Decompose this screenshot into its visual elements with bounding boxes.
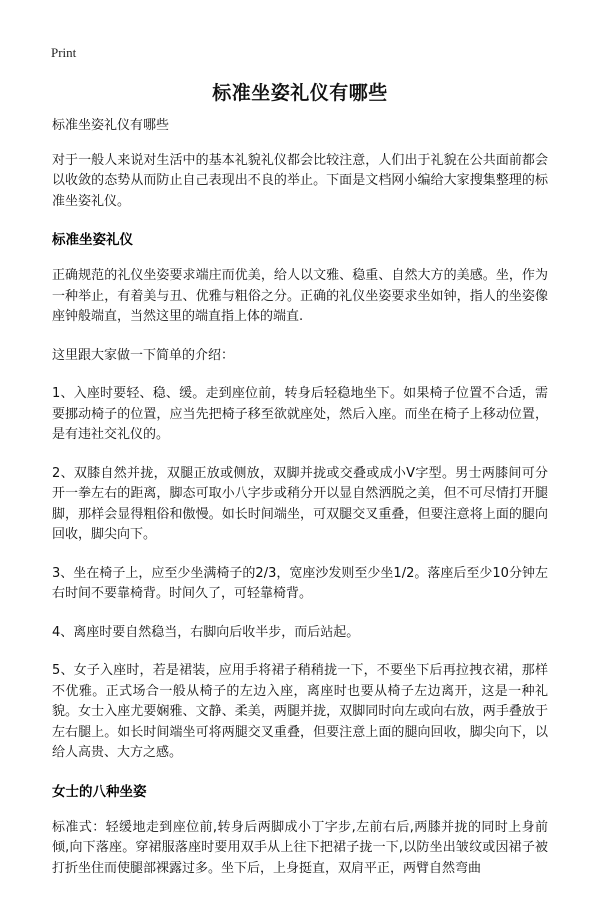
paragraph: 标准式：轻缓地走到座位前,转身后两脚成小丁字步,左前右后,两膝并拢的同时上身前倾,向下落座。穿裙服落座时要用双手从上往下把裙子拢一下,以防坐出皱纹或因裙子被打折坐住而使腿部裸露过多。坐下后，上身挺直，双肩平正，两臂自然弯曲	[52, 819, 548, 876]
list-item: 2、双膝自然并拢，双腿正放或侧放，双脚并拢或交叠或成小V字型。男士两膝间可分开一拳左右的距离，脚态可取小八字步或稍分开以显自然洒脱之美，但不可尽情打开腿脚，那样会显得粗俗和傲慢。如长时间端坐，可双腿交叉重叠，但要注意将上面的腿向回收，脚尖向下。	[52, 465, 548, 542]
list-item: 1、入座时要轻、稳、缓。走到座位前，转身后轻稳地坐下。如果椅子位置不合适，需要挪动椅子的位置，应当先把椅子移至欲就座处，然后入座。而坐在椅子上移动位置，是有违社交礼仪的。	[52, 386, 548, 442]
section-heading-standard-sitting: 标准坐姿礼仪	[52, 232, 133, 248]
list-item: 5、女子入座时，若是裙装，应用手将裙子稍稍拢一下，不要坐下后再拉拽衣裙，那样不优雅。正式场合一般从椅子的左边入座，离座时也要从椅子左边离开，这是一种礼貌。女士入座尤要娴雅、文静、柔美，两腿并拢，双脚同时向左或向右放，两手叠放于左右腿上。如长时间端坐可将两腿交叉重叠，但要注意上面的腿向回收，脚尖向下，以给人高贵、大方之感。	[52, 663, 548, 760]
article-subtitle: 标准坐姿礼仪有哪些	[52, 118, 170, 133]
paragraph: 正确规范的礼仪坐姿要求端庄而优美，给人以文雅、稳重、自然大方的美感。坐，作为一种举止，有着美与丑、优雅与粗俗之分。正确的礼仪坐姿要求坐如钟，指人的坐姿像座钟般端直，当然这里的端直指上体的端直.	[52, 268, 548, 324]
section-heading-women-sitting: 女士的八种坐姿	[52, 783, 147, 800]
article-body	[52, 116, 548, 897]
list-item: 4、离座时要自然稳当，右脚向后收半步，而后站起。	[52, 624, 360, 640]
print-link[interactable]: Print	[51, 45, 77, 60]
list-item: 3、坐在椅子上，应至少坐满椅子的2/3，宽座沙发则至少坐1/2。落座后至少10分钟左右时间不要靠椅背。时间久了，可轻靠椅背。	[52, 565, 548, 601]
intro-paragraph: 对于一般人来说对生活中的基本礼貌礼仪都会比较注意，人们出于礼貌在公共面前都会以收敛的态势从而防止自己表现出不良的举止。下面是文档网小编给大家搜集整理的标准坐姿礼仪。	[52, 152, 548, 209]
page-title: 标准坐姿礼仪有哪些	[212, 82, 388, 104]
paragraph: 这里跟大家做一下简单的介绍：	[52, 347, 235, 363]
